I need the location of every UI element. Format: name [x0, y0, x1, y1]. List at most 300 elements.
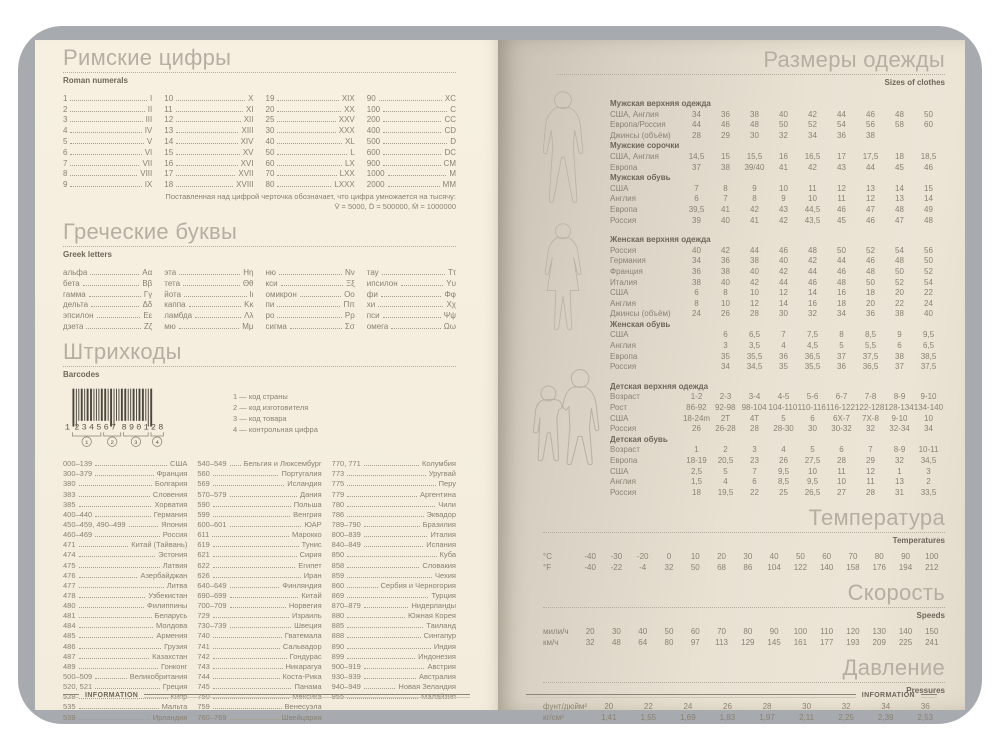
roman-numeral-entry-label: 500	[366, 136, 381, 146]
size-value: 14	[924, 194, 933, 204]
size-row-label: Англия	[610, 341, 636, 351]
barcode-country-entry	[197, 630, 321, 640]
barcode-country-entry-label: 890	[331, 641, 345, 651]
barcode-country-entry-value: Австралия	[418, 672, 456, 682]
dotted-leader	[277, 143, 342, 144]
greek-letter-entry-label: ипсилон	[366, 278, 398, 288]
barcode-country-entry-label: 000–139	[63, 459, 93, 469]
dotted-leader	[213, 637, 282, 638]
dotted-leader	[347, 496, 417, 497]
barcode-country-entry	[197, 590, 321, 600]
svg-text:1: 1	[64, 422, 71, 433]
roman-numeral-entry	[164, 124, 253, 135]
barcode-country-entry-value: Германия	[153, 509, 188, 519]
dotted-leader	[391, 328, 440, 329]
size-value: 44	[779, 277, 788, 287]
size-value: 41	[750, 215, 759, 225]
svg-text:4: 4	[155, 438, 159, 446]
barcode-country-entry-value: Колумбия	[421, 459, 456, 469]
roman-numeral-entry-label: 3	[63, 115, 68, 125]
barcode-country-entry-value: Малайзия	[421, 692, 456, 702]
size-value: 14	[895, 183, 904, 193]
size-value: 45	[837, 215, 846, 225]
divider	[543, 607, 945, 608]
barcode-country-entry-value: Казахстан	[152, 651, 188, 661]
unit-value: 68	[717, 563, 726, 573]
roman-numeral-entry-label: 1000	[366, 169, 385, 179]
dotted-leader	[213, 546, 299, 547]
leader-column	[164, 92, 253, 189]
greek-letter-entry-label: ро	[265, 311, 275, 321]
dotted-leader	[183, 285, 240, 286]
greek-letters-table	[63, 266, 456, 331]
unit-value: 22	[643, 702, 653, 712]
roman-numeral-entry-label: 14	[164, 136, 174, 146]
size-group-heading: Мужские сорочки	[610, 141, 680, 151]
barcode-country-entry-value: Великобритания	[129, 672, 188, 682]
size-value: 1	[694, 445, 699, 455]
barcode-country-entry	[332, 651, 456, 661]
size-row	[610, 184, 943, 195]
unit-row-label: °F	[543, 563, 552, 573]
right-page-footer	[526, 692, 937, 699]
size-value: 42	[808, 109, 817, 119]
barcode-country-entry-value: Грузия	[164, 641, 188, 651]
barcode-country-entry-value: Китай (Тайвань)	[131, 540, 188, 550]
barcode-country-entry-label: 743	[197, 661, 210, 671]
temperature-table	[543, 551, 945, 573]
barcode-country-entry	[332, 610, 456, 620]
barcode-country-entry	[197, 539, 321, 549]
size-row	[610, 299, 943, 310]
greek-letter-entry	[63, 320, 152, 331]
unit-value: 32	[664, 563, 674, 573]
size-value: 30-32	[831, 424, 852, 434]
greek-letter-entry-label: хи	[366, 300, 376, 310]
dotted-leader	[83, 285, 140, 286]
barcode-country-entry-label: 539	[63, 712, 76, 722]
roman-numeral-entry-value: III	[145, 115, 153, 125]
size-value: 40	[692, 245, 701, 255]
dotted-leader	[184, 296, 246, 297]
barcode-country-entry	[332, 529, 456, 539]
roman-numeral-entry-value: XV	[242, 147, 254, 157]
size-value: 44	[837, 109, 846, 119]
size-value: 34	[692, 256, 701, 266]
size-value: 6	[752, 477, 757, 487]
size-value: 24	[692, 309, 701, 319]
size-value: 39,5	[688, 204, 705, 214]
size-value: 34	[808, 130, 817, 140]
size-value: 35,5	[804, 362, 821, 372]
barcode-country-entry	[197, 651, 321, 661]
barcode-country-entry-label: 789–790	[331, 519, 361, 529]
size-value: 11	[837, 194, 846, 204]
size-value: 13	[895, 477, 904, 487]
size-value: 7	[723, 194, 728, 204]
barcode-country-entry-value: Гондурас	[289, 651, 322, 661]
greek-letter-entry-label: пси	[366, 311, 380, 321]
roman-numeral-entry-value: L	[350, 147, 355, 157]
roman-numeral-entry	[63, 157, 152, 168]
barcode-country-entry	[197, 570, 321, 580]
dotted-leader	[277, 121, 335, 122]
size-value: 49	[924, 204, 933, 214]
barcode-country-entry-label: 880	[331, 611, 345, 621]
barcode-country-entry-value: Перу	[438, 479, 456, 489]
size-value: 39	[692, 215, 701, 225]
size-value: 48	[808, 245, 817, 255]
barcode-country-entry-value: Нидерланды	[411, 601, 456, 611]
size-value: 47	[895, 215, 904, 225]
size-value: 32	[866, 424, 875, 434]
dotted-leader	[79, 719, 150, 720]
roman-numeral-entry-value: VIII	[140, 169, 153, 179]
dotted-leader	[70, 186, 141, 187]
roman-numeral-entry	[367, 178, 456, 189]
leader-column	[332, 458, 456, 722]
barcode-country-entry	[332, 681, 456, 691]
size-value: 36,5	[862, 362, 879, 372]
size-value: 7	[868, 445, 873, 455]
roman-numeral-entry-value: X	[248, 93, 254, 103]
size-value: 38	[750, 109, 759, 119]
size-value	[914, 131, 943, 142]
dotted-leader	[95, 465, 167, 466]
size-value: 50	[895, 266, 904, 276]
size-value: 18	[866, 288, 875, 298]
roman-numeral-entry-value: XXX	[338, 126, 355, 136]
barcode-country-entry-value: Новая Зеландия	[398, 682, 456, 692]
barcode-country-entry-value: Израиль	[292, 611, 322, 621]
barcode-country-entry	[332, 549, 456, 559]
dotted-leader	[86, 328, 140, 329]
roman-numeral-entry-value: C	[450, 104, 456, 114]
barcode-country-entry-label: 475	[63, 560, 76, 570]
size-row	[610, 467, 943, 478]
size-value: 36	[779, 351, 788, 361]
dotted-leader	[347, 485, 435, 486]
barcode-country-entry-value: Египет	[298, 560, 322, 570]
size-row-label: США	[610, 288, 629, 298]
barcode-country-entry	[63, 468, 187, 478]
unit-value: 20	[717, 552, 726, 562]
size-value: 1	[897, 466, 902, 476]
unit-value: 80	[664, 638, 674, 648]
size-value: 35	[721, 351, 730, 361]
barcode-country-entry	[197, 701, 321, 711]
greek-letter-entry-label: бета	[63, 278, 80, 288]
size-value: 18-24m	[682, 413, 711, 423]
roman-numeral-entry	[367, 135, 456, 146]
barcode-country-entry-value: Куба	[439, 550, 456, 560]
unit-value: 1,41	[600, 713, 617, 723]
unit-value: -40	[584, 552, 596, 562]
roman-numeral-entry-label: 5	[63, 136, 68, 146]
barcode-legend-item: 1 — код страны	[233, 391, 288, 401]
roman-numeral-entry-label: 10	[164, 93, 174, 103]
dotted-leader	[230, 587, 280, 588]
size-value: 39/40	[744, 162, 765, 172]
size-value: 28-30	[773, 424, 794, 434]
roman-numeral-entry-value: VI	[144, 147, 153, 157]
unit-value: 100	[793, 627, 808, 637]
pressure-subtitle: Pressures	[906, 686, 945, 696]
roman-numeral-entry-value: XC	[444, 93, 456, 103]
barcode-country-entry	[63, 600, 187, 610]
barcode-country-entry	[197, 488, 321, 498]
size-value: 40	[721, 277, 730, 287]
barcode-country-entry	[63, 651, 187, 661]
barcode-legend-item: 2 — код изготовителя	[233, 402, 309, 412]
barcode-country-entry	[197, 610, 321, 620]
size-value: 42	[808, 162, 817, 172]
greek-letter-entry	[164, 309, 253, 320]
unit-value: 140	[898, 627, 913, 637]
size-value: 4T	[749, 413, 760, 423]
barcode-country-entry-label: 599	[197, 509, 210, 519]
size-value: 10	[924, 413, 933, 423]
size-value: 16	[837, 288, 846, 298]
unit-value: 194	[898, 563, 913, 573]
size-value: 12	[866, 194, 875, 204]
size-value: 46	[866, 215, 875, 225]
barcode-country-entry	[197, 549, 321, 559]
sizes-block	[610, 99, 943, 226]
right-footer-label: INFORMATION	[861, 692, 915, 699]
size-value: 18	[692, 487, 701, 497]
size-value: 6	[694, 288, 699, 298]
barcode-country-entry	[332, 478, 456, 488]
svg-text:2: 2	[110, 438, 114, 446]
roman-numeral-entry-label: 30	[265, 126, 275, 136]
dotted-leader	[189, 306, 242, 307]
size-group-heading: Детская обувь	[610, 434, 668, 444]
roman-numerals-section	[63, 46, 456, 85]
size-row-label: Европа/Россия	[610, 120, 666, 130]
size-value: 38,5	[920, 351, 937, 361]
size-value: 20,5	[717, 456, 734, 465]
dotted-leader	[383, 143, 447, 144]
barcode-country-entry-value: Финляндия	[282, 580, 322, 590]
greek-letter-entry	[367, 299, 456, 310]
barcode-country-entry-value: Филиппины	[147, 601, 188, 611]
size-value: 1-2	[690, 392, 703, 402]
barcode-country-entry	[197, 600, 321, 610]
size-value: 15,5	[746, 151, 763, 161]
barcode-country-entry-label: 740	[197, 631, 210, 641]
roman-numeral-entry-label: 17	[164, 169, 174, 179]
barcode-country-entry-value: Чехия	[434, 570, 456, 580]
dotted-leader	[213, 708, 282, 709]
barcode-country-entry-label: 899	[331, 651, 345, 661]
size-value: 5,5	[864, 341, 877, 351]
dotted-leader	[277, 186, 331, 187]
dotted-leader	[347, 637, 420, 638]
greek-letter-entry-label: омикрон	[265, 289, 297, 299]
barcode-country-entry-value: Швейцария	[281, 712, 322, 722]
size-value: 10	[750, 288, 759, 298]
size-value: 22	[924, 288, 933, 298]
barcode-country-entry-label: 760–769	[197, 712, 227, 722]
size-value: 56	[924, 245, 933, 255]
leader-column	[63, 458, 187, 722]
barcode-country-entry-value: Эстония	[158, 550, 188, 560]
greek-letter-entry-value: Ζζ	[143, 321, 153, 331]
barcode-country-entry-value: Словения	[152, 489, 188, 499]
size-row-label: США	[610, 183, 629, 193]
left-page	[35, 40, 498, 722]
size-row	[610, 309, 943, 320]
size-value: 15	[924, 183, 933, 193]
barcode-country-entry-value: Азербайджан	[140, 570, 188, 580]
dotted-leader	[213, 577, 301, 578]
greek-letter-entry	[266, 288, 355, 299]
unit-value: 48	[611, 638, 621, 648]
size-value: 46	[837, 266, 846, 276]
dotted-leader	[277, 154, 347, 155]
barcode-country-entry-value: Польша	[293, 499, 322, 509]
dotted-leader	[347, 516, 423, 517]
size-value: 6,5	[748, 330, 761, 340]
size-value: 46	[866, 256, 875, 266]
roman-numeral-entry-value: XIV	[240, 136, 254, 146]
barcode-country-entry-value: Южная Корея	[408, 611, 456, 621]
barcode-country-entry	[197, 478, 321, 488]
greek-letter-entry	[367, 309, 456, 320]
barcode-country-entry-label: 622	[197, 560, 210, 570]
unit-value: 32	[585, 638, 595, 648]
size-value: 110-116	[797, 403, 826, 413]
barcode-country-entry	[332, 539, 456, 549]
size-value: 22	[750, 487, 759, 497]
svg-text:3: 3	[134, 438, 138, 446]
size-value: 11	[866, 477, 875, 487]
size-value: 5	[781, 413, 786, 423]
size-value: 43	[779, 204, 788, 214]
barcode-country-entry-label: 900–919	[331, 661, 361, 671]
greek-letter-entry-label: тета	[164, 278, 181, 288]
size-value: 42	[750, 204, 759, 214]
size-value: 9-10	[920, 392, 937, 402]
unit-row-label: км/ч	[543, 638, 559, 648]
barcode-country-entry	[332, 519, 456, 529]
barcode-country-entry-label: 870–879	[331, 601, 361, 611]
greek-letter-entry-label: омега	[366, 321, 389, 331]
size-value: 30	[808, 424, 817, 434]
dotted-leader	[176, 165, 237, 166]
roman-numeral-entry-value: XIX	[341, 93, 355, 103]
size-value: 18	[837, 298, 846, 308]
unit-value: 80	[743, 627, 753, 637]
barcode-country-entry-label: 770, 771	[331, 459, 361, 469]
speed-section	[543, 581, 945, 648]
dotted-leader	[383, 165, 440, 166]
greek-letter-entry-label: сигма	[265, 321, 287, 331]
dotted-leader	[213, 516, 290, 517]
size-row-label: Россия	[610, 424, 637, 434]
size-value: 4	[781, 445, 786, 455]
dotted-leader	[364, 465, 419, 466]
barcode-country-entry-value: Болгария	[154, 479, 188, 489]
roman-numeral-entry	[367, 92, 456, 103]
greek-letter-entry-label: йота	[164, 289, 182, 299]
size-value: 44	[692, 120, 701, 130]
dotted-leader	[300, 296, 341, 297]
dotted-leader	[79, 546, 129, 547]
roman-numeral-entry-value: MM	[442, 180, 456, 190]
unit-value: 1,69	[680, 713, 696, 723]
size-value: 32-34	[889, 424, 910, 434]
unit-value: 90	[769, 627, 779, 637]
unit-value: 24	[683, 702, 693, 712]
size-value: 5-6	[806, 392, 819, 402]
size-value: 26	[692, 424, 701, 434]
barcode-country-entry-value: Греция	[162, 682, 188, 692]
dotted-leader	[179, 328, 239, 329]
roman-numeral-entry	[367, 124, 456, 135]
size-value: 29	[866, 456, 875, 465]
roman-numeral-entry	[164, 92, 253, 103]
dotted-leader	[364, 526, 420, 527]
size-value: 5	[839, 341, 844, 351]
unit-value: 40	[638, 627, 648, 637]
unit-value: 241	[925, 638, 939, 648]
size-row-label: Германия	[610, 256, 646, 266]
speed-subtitle: Speeds	[916, 611, 945, 621]
size-value: 32	[895, 456, 904, 465]
dotted-leader	[213, 617, 289, 618]
greek-letter-entry-value: Οο	[344, 289, 355, 299]
unit-row	[543, 701, 945, 712]
size-value: 46	[837, 204, 846, 214]
dotted-leader	[364, 688, 396, 689]
size-value: 15	[721, 151, 730, 161]
barcode-country-entry	[63, 458, 187, 468]
roman-numeral-entry	[367, 146, 456, 157]
leader-column	[266, 92, 355, 189]
roman-note-line-1: Поставленная над цифрой черточка обозначает, что цифра умножается на тысячу:	[165, 192, 456, 202]
dotted-leader	[79, 648, 162, 649]
greek-letter-entry-value: Θθ	[242, 278, 254, 288]
size-value: 9-10	[891, 413, 908, 423]
roman-numeral-entry-label: 80	[265, 180, 275, 190]
barcode-country-entry	[197, 458, 321, 468]
size-value: 4	[723, 477, 728, 487]
greek-letter-entry-label: каппа	[164, 300, 186, 310]
roman-numeral-entry-value: IX	[144, 180, 153, 190]
size-value: 16,5	[804, 151, 821, 161]
roman-numeral-entry	[63, 114, 152, 125]
barcode-image	[63, 383, 169, 453]
unit-value: 1,55	[640, 713, 657, 723]
size-value: 42	[779, 215, 788, 225]
roman-numeral-entry-label: 18	[164, 180, 174, 190]
size-value	[682, 352, 711, 363]
size-value: 13	[866, 183, 875, 193]
unit-value: 90	[901, 552, 910, 562]
barcode-country-entry	[63, 681, 187, 691]
barcode-country-entry-label: 486	[63, 641, 76, 651]
dotted-leader	[70, 100, 147, 101]
dotted-leader	[179, 274, 240, 275]
barcode-country-entry	[197, 580, 321, 590]
roman-numeral-entry	[63, 135, 152, 146]
barcode-country-entry-label: 300–379	[63, 469, 93, 479]
roman-numeral-entry	[164, 146, 253, 157]
greek-letter-entry-label: дельта	[63, 300, 89, 310]
unit-value: -30	[610, 552, 623, 562]
